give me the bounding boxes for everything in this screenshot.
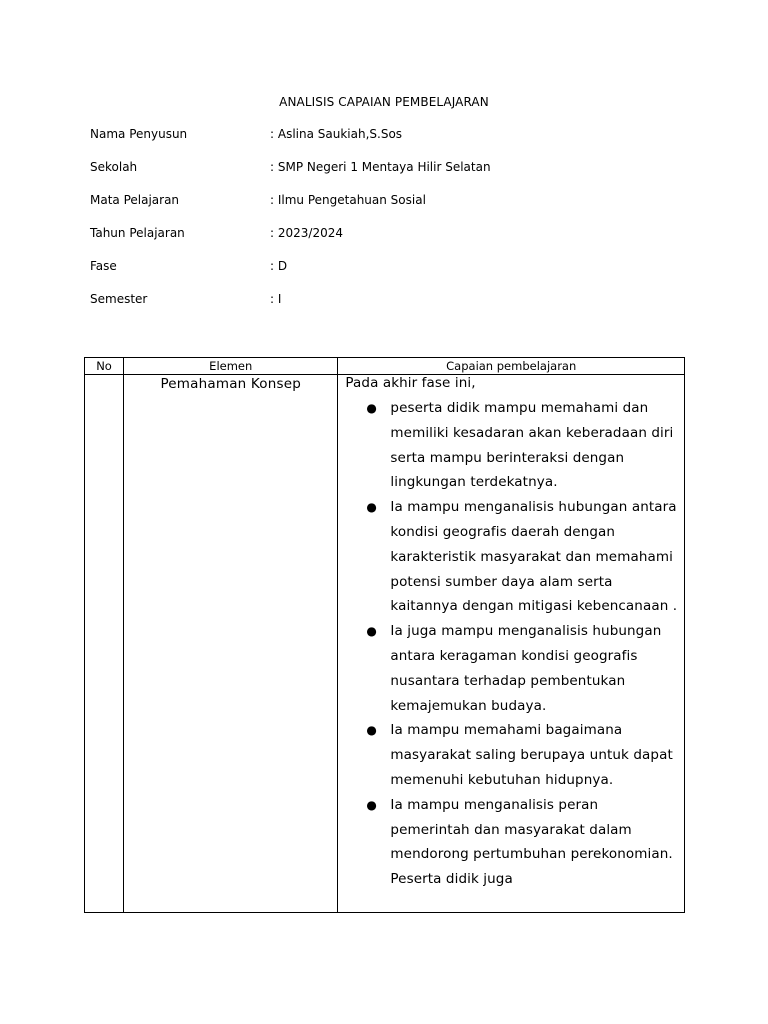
- list-item-text: Ia mampu menganalisis peran pemerintah dan masyarakat dalam mendorong pertumbuhan perekonomian. Peserta didik juga: [390, 796, 673, 888]
- header-capaian: Capaian pembelajaran: [338, 358, 685, 375]
- meta-value: : SMP Negeri 1 Mentaya Hilir Selatan: [270, 160, 491, 174]
- list-item-text: Ia mampu menganalisis hubungan antara kondisi geografis daerah dengan karakteristik masyarakat dan memahami potensi sumber daya alam serta kaitannya dengan mitigasi kebencanaan .: [390, 499, 678, 615]
- meta-row-mata-pelajaran: [90, 193, 690, 211]
- cell-elemen: [124, 375, 338, 913]
- capaian-list: [345, 396, 678, 892]
- meta-label: Sekolah: [90, 160, 138, 174]
- meta-label: Semester: [90, 292, 148, 306]
- meta-value: : I: [270, 292, 282, 306]
- cell-capaian: [338, 375, 685, 913]
- header-elemen: Elemen: [124, 358, 338, 375]
- table-row: [85, 375, 685, 913]
- list-item-text: Ia mampu memahami bagaimana masyarakat saling berupaya untuk dapat memenuhi kebutuhan hidupnya.: [390, 722, 673, 788]
- list-item: [345, 396, 678, 495]
- list-item-text: peserta didik mampu memahami dan memiliki kesadaran akan keberadaan diri serta mampu berinteraksi dengan lingkungan terdekatnya.: [390, 400, 674, 491]
- capaian-intro: Pada akhir fase ini,: [345, 375, 476, 391]
- meta-value: : 2023/2024: [270, 226, 343, 240]
- meta-value: : D: [270, 259, 288, 273]
- meta-row-semester: [90, 292, 690, 310]
- meta-label: Nama Penyusun: [90, 127, 188, 141]
- list-item-text: Ia juga mampu menganalisis hubungan antara keragaman kondisi geografis nusantara terhadap pembentukan kemajemukan budaya.: [390, 623, 662, 714]
- bullet-icon: ●: [366, 797, 377, 812]
- capaian-table: [84, 357, 685, 913]
- list-item: [345, 619, 678, 718]
- meta-value: : Ilmu Pengetahuan Sosial: [270, 193, 426, 207]
- meta-row-tahun-pelajaran: [90, 226, 690, 244]
- cell-no: [85, 375, 124, 913]
- document-title: ANALISIS CAPAIAN PEMBELAJARAN: [279, 95, 489, 109]
- meta-label: Fase: [90, 259, 117, 273]
- meta-row-fase: [90, 259, 690, 277]
- header-no: No: [85, 358, 124, 375]
- meta-row-sekolah: [90, 160, 690, 178]
- meta-value: : Aslina Saukiah,S.Sos: [270, 127, 403, 141]
- capaian-content: [338, 375, 684, 892]
- meta-label: Tahun Pelajaran: [90, 226, 185, 240]
- list-item: [345, 793, 678, 892]
- bullet-icon: ●: [366, 500, 377, 515]
- bullet-icon: ●: [366, 401, 377, 415]
- meta-label: Mata Pelajaran: [90, 193, 180, 207]
- bullet-icon: ●: [366, 624, 377, 639]
- meta-row-nama-penyusun: [90, 127, 690, 145]
- list-item: [345, 495, 678, 619]
- elemen-text: Pemahaman Konsep: [160, 376, 302, 392]
- list-item: [345, 718, 678, 792]
- table-header-row: [85, 358, 685, 375]
- bullet-icon: ●: [366, 723, 377, 738]
